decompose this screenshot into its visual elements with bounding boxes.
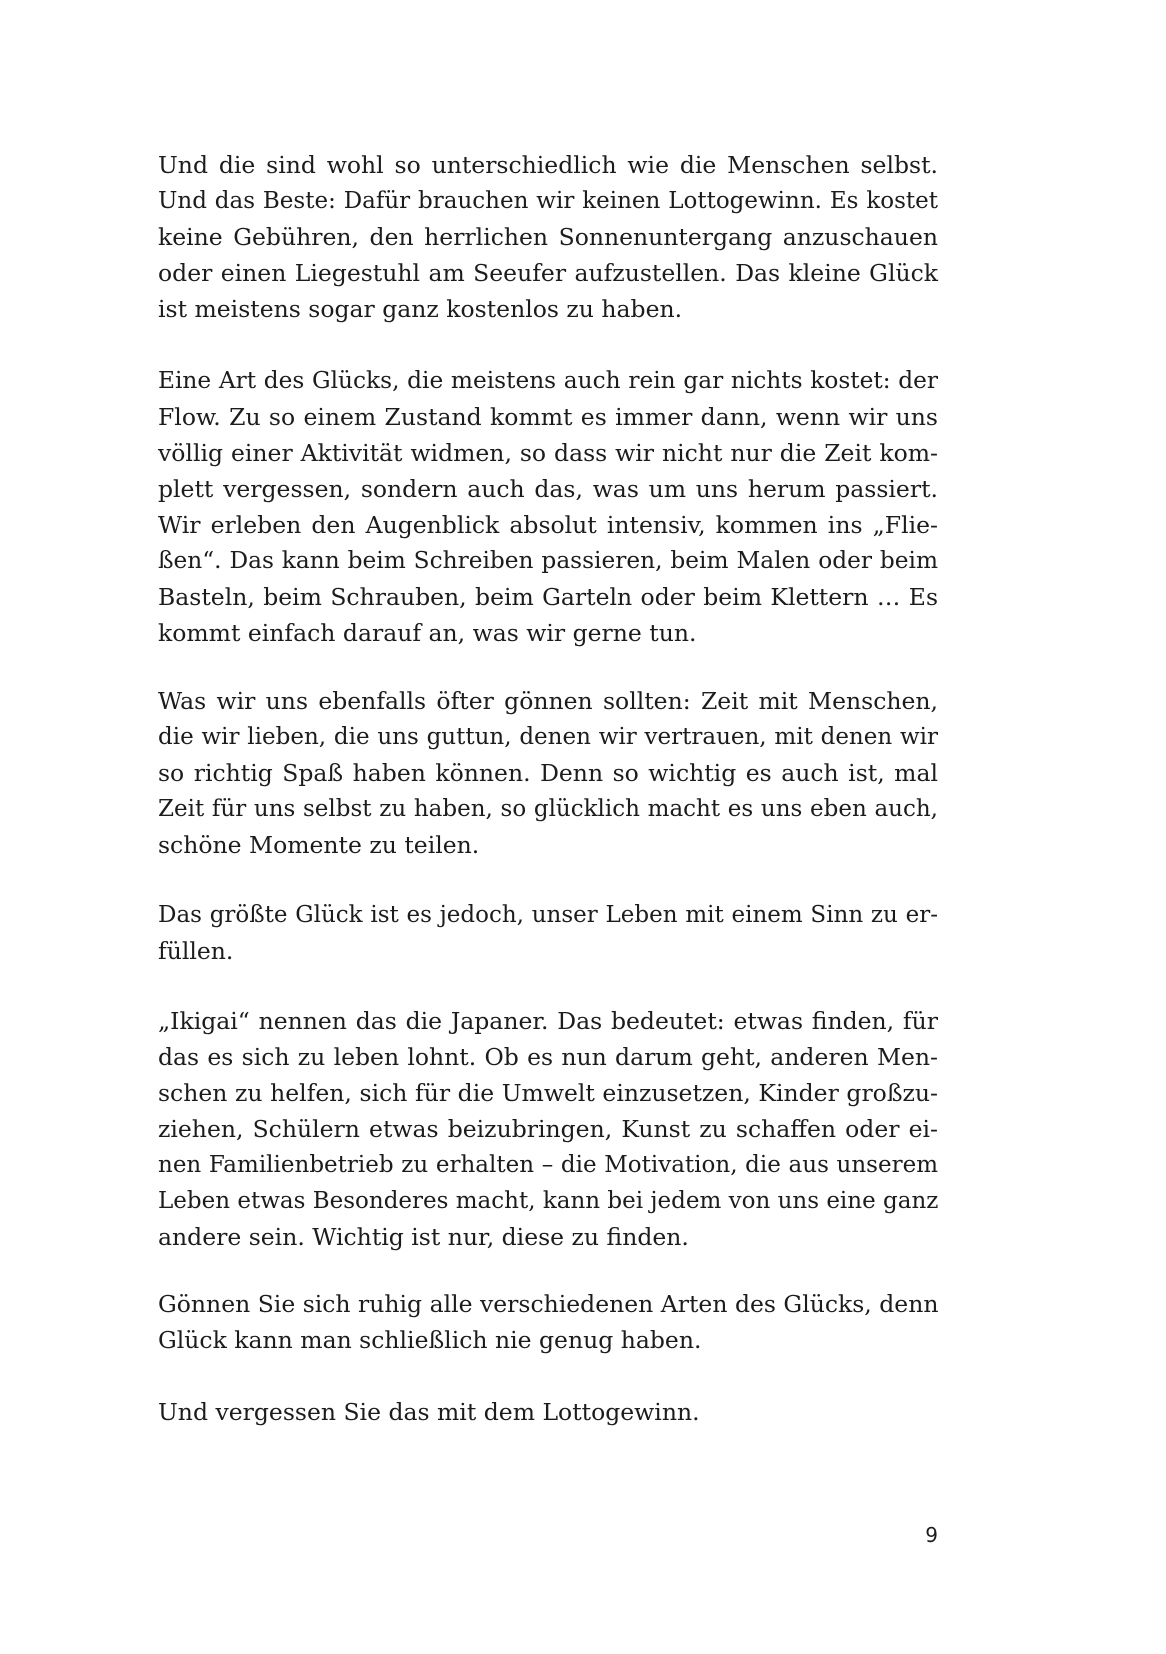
text-line: Basteln, beim Schrauben, beim Garteln oder beim Klettern … Es: [158, 583, 938, 611]
text-line: völlig einer Aktivität widmen, so dass wir nicht nur die Zeit kom-: [158, 439, 938, 467]
text-line: Flow. Zu so einem Zustand kommt es immer dann, wenn wir uns: [158, 403, 938, 431]
paragraph-3: [158, 683, 938, 863]
text-line: andere sein. Wichtig ist nur, diese zu finden.: [158, 1223, 689, 1251]
text-line: Das größte Glück ist es jedoch, unser Leben mit einem Sinn zu er-: [158, 902, 938, 928]
text-line: Zeit für uns selbst zu haben, so glücklich macht es uns eben auch,: [158, 796, 938, 822]
text-line: ßen“. Das kann beim Schreiben passieren, beim Malen oder beim: [158, 547, 938, 574]
text-line: keine Gebühren, den herrlichen Sonnenuntergang anzuschauen: [158, 223, 938, 251]
text-line: so richtig Spaß haben können. Denn so wichtig es auch ist, mal: [158, 759, 938, 787]
text-line: Und vergessen Sie das mit dem Lottogewinn.: [158, 1398, 700, 1426]
paragraph-2: [158, 363, 938, 651]
text-line: Und die sind wohl so unterschiedlich wie die Menschen selbst.: [158, 151, 938, 179]
text-line: nen Familienbetrieb zu erhalten – die Motivation, die aus unserem: [158, 1152, 938, 1178]
text-line: plett vergessen, sondern auch das, was um uns herum passiert.: [158, 475, 938, 503]
paragraph-4: [158, 897, 938, 969]
text-line: Und das Beste: Dafür brauchen wir keinen Lottogewinn. Es kostet: [158, 188, 938, 214]
paragraph-5: [158, 1003, 938, 1255]
text-line: schen zu helfen, sich für die Umwelt einzusetzen, Kinder großzu-: [158, 1079, 938, 1107]
text-line: oder einen Liegestuhl am Seeufer aufzustellen. Das kleine Glück: [158, 259, 938, 287]
text-line: kommt einfach darauf an, was wir gerne tun.: [158, 619, 697, 647]
text-line: das es sich zu leben lohnt. Ob es nun darum geht, anderen Men-: [158, 1043, 938, 1071]
paragraph-7: [158, 1394, 938, 1430]
text-line: füllen.: [158, 937, 234, 965]
text-line: ist meistens sogar ganz kostenlos zu haben.: [158, 295, 683, 323]
text-line: „Ikigai“ nennen das die Japaner. Das bedeutet: etwas finden, für: [158, 1007, 938, 1035]
text-line: Eine Art des Glücks, die meistens auch rein gar nichts kostet: der: [158, 367, 938, 394]
paragraph-1: [158, 147, 938, 327]
text-line: schöne Momente zu teilen.: [158, 831, 480, 859]
text-line: Leben etwas Besonderes macht, kann bei jedem von uns eine ganz: [158, 1188, 939, 1214]
text-line: Wir erleben den Augenblick absolut intensiv, kommen ins „Flie-: [158, 511, 938, 539]
text-line: die wir lieben, die uns guttun, denen wir vertrauen, mit denen wir: [158, 724, 938, 750]
text-line: Was wir uns ebenfalls öfter gönnen sollten: Zeit mit Menschen,: [158, 687, 938, 715]
text-line: Gönnen Sie sich ruhig alle verschiedenen Arten des Glücks, denn: [158, 1290, 939, 1318]
page-number: 9: [925, 1523, 938, 1547]
paragraph-6: [158, 1286, 938, 1358]
text-line: Glück kann man schließlich nie genug haben.: [158, 1326, 702, 1354]
text-line: ziehen, Schülern etwas beizubringen, Kunst zu schaffen oder ei-: [158, 1115, 938, 1143]
